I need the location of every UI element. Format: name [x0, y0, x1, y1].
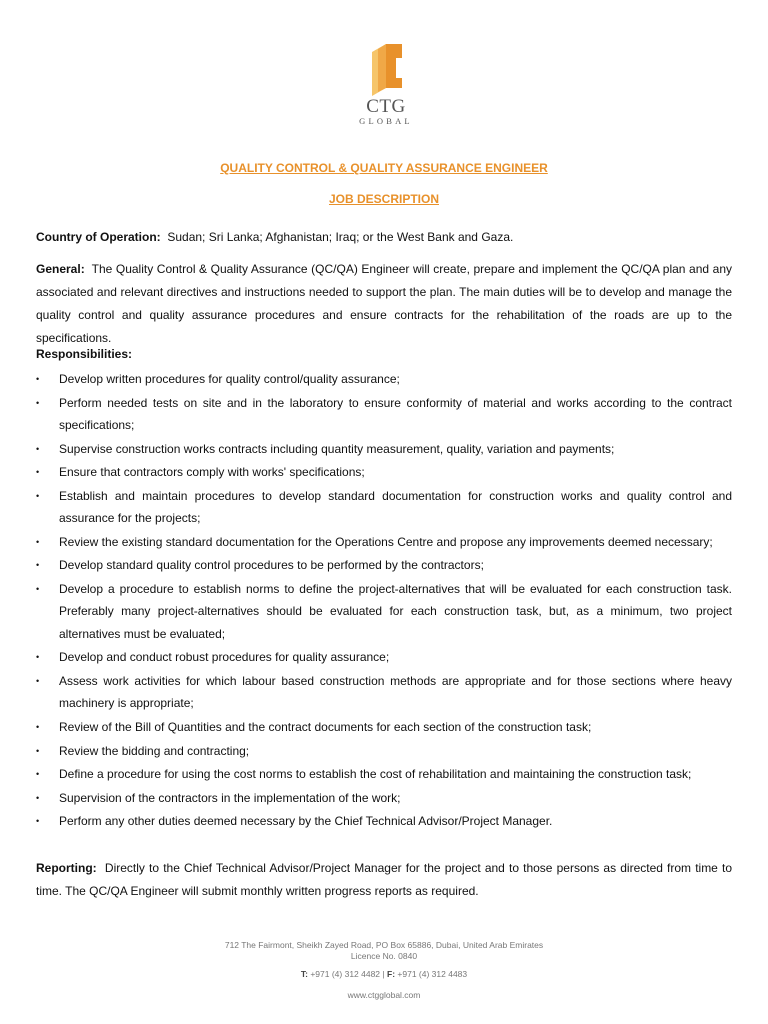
bullet-icon: • — [36, 675, 40, 686]
company-logo — [356, 44, 416, 130]
reporting-text: Directly to the Chief Technical Advisor/Project Manager for the project and to those persons as directed from time to time. The QC/QA Engineer will submit monthly written progress reports as required. — [36, 861, 732, 898]
responsibility-text: Establish and maintain procedures to develop standard documentation for construction works and quality control and assurance for the projects; — [59, 488, 732, 526]
ctg-logo-icon — [368, 44, 404, 96]
bullet-icon: • — [36, 721, 40, 732]
bullet-icon: • — [36, 443, 40, 454]
responsibility-item — [36, 485, 732, 530]
responsibility-item — [36, 554, 732, 576]
contact-separator: | — [382, 969, 385, 979]
bullet-icon: • — [36, 374, 40, 384]
responsibility-text: Review the bidding and contracting; — [59, 743, 250, 758]
bullet-icon: • — [36, 397, 40, 408]
responsibility-item — [36, 810, 732, 832]
footer-licence: Licence No. 0840 — [350, 951, 418, 961]
bullet-icon: • — [36, 583, 40, 594]
bullet-icon: • — [36, 536, 40, 547]
bullet-icon: • — [36, 792, 40, 803]
responsibility-text: Review the existing standard documentation for the Operations Centre and propose any improvements deemed necessary; — [59, 534, 713, 549]
responsibility-item — [36, 716, 732, 738]
responsibilities-list — [36, 368, 732, 834]
responsibility-item — [36, 763, 732, 785]
tel-label: T: — [300, 969, 308, 979]
general-text: The Quality Control & Quality Assurance (QC/QA) Engineer will create, prepare and implement the QC/QA plan and any associated and relevant directives and instructions needed to support the plan. The main duties will be to develop and manage the quality control and quality assurance procedures and ensure contracts for the rehabilitation of the roads are up to the specifications. — [36, 262, 732, 345]
footer-website: www.ctgglobal.com — [347, 990, 421, 1000]
responsibility-text: Perform any other duties deemed necessary by the Chief Technical Advisor/Project Manager. — [59, 814, 553, 829]
responsibility-text: Ensure that contractors comply with works' specifications; — [59, 465, 365, 480]
responsibility-item — [36, 368, 732, 390]
responsibility-text: Review of the Bill of Quantities and the contract documents for each section of the construction task; — [59, 719, 592, 734]
responsibility-item — [36, 578, 732, 645]
logo-name: CTG — [366, 96, 406, 117]
responsibility-text: Assess work activities for which labour based construction methods are appropriate and for those sections where heavy machinery is appropriate; — [59, 673, 732, 711]
logo-subtitle: GLOBAL — [359, 116, 413, 126]
responsibility-item — [36, 740, 732, 762]
document-subtitle: JOB DESCRIPTION — [328, 192, 439, 206]
responsibility-text: Develop a procedure to establish norms to define the project-alternatives that will be evaluated for each construction task. Preferably many project-alternatives should be evaluated for each construction task, but, as a minimum, two project alternatives must be evaluated; — [59, 581, 732, 641]
responsibilities-heading: Responsibilities: — [36, 347, 133, 361]
responsibility-item — [36, 392, 732, 437]
bullet-icon: • — [36, 769, 40, 780]
responsibility-text: Supervision of the contractors in the implementation of the work; — [59, 790, 401, 805]
fax-number: +971 (4) 312 4483 — [397, 969, 468, 979]
tel-number: +971 (4) 312 4482 — [310, 969, 381, 979]
reporting-section — [36, 857, 732, 903]
responsibility-text: Supervise construction works contracts including quantity measurement, quality, variation and payments; — [59, 441, 615, 456]
document-title: QUALITY CONTROL & QUALITY ASSURANCE ENGINEER — [220, 161, 548, 175]
country-value: Sudan; Sri Lanka; Afghanistan; Iraq; or the West Bank and Gaza. — [167, 230, 514, 244]
general-section — [36, 258, 732, 350]
responsibility-text: Develop standard quality control procedures to be performed by the contractors; — [59, 558, 484, 573]
bullet-icon: • — [36, 490, 40, 501]
responsibility-text: Develop written procedures for quality control/quality assurance; — [59, 372, 400, 386]
responsibility-item — [36, 670, 732, 715]
responsibility-item — [36, 531, 732, 553]
footer-address: 712 The Fairmont, Sheikh Zayed Road, PO Box 65886, Dubai, United Arab Emirates — [224, 940, 544, 950]
general-label: General: — [36, 262, 85, 276]
reporting-label: Reporting: — [36, 861, 97, 875]
bullet-icon: • — [36, 560, 40, 571]
country-of-operation — [36, 226, 732, 249]
country-label: Country of Operation: — [36, 230, 161, 244]
responsibility-item — [36, 438, 732, 460]
responsibility-item — [36, 461, 732, 483]
footer-contact — [0, 969, 768, 980]
responsibility-item — [36, 787, 732, 809]
bullet-icon: • — [36, 467, 40, 478]
bullet-icon: • — [36, 652, 40, 663]
responsibility-text: Perform needed tests on site and in the laboratory to ensure conformity of material and works according to the contract specifications; — [59, 395, 732, 432]
responsibility-item — [36, 646, 732, 668]
bullet-icon: • — [36, 745, 40, 756]
fax-label: F: — [387, 969, 396, 979]
bullet-icon: • — [36, 816, 40, 827]
responsibility-text: Develop and conduct robust procedures for quality assurance; — [59, 650, 390, 665]
responsibility-text: Define a procedure for using the cost norms to establish the cost of rehabilitation and maintaining the construction task; — [59, 767, 692, 782]
